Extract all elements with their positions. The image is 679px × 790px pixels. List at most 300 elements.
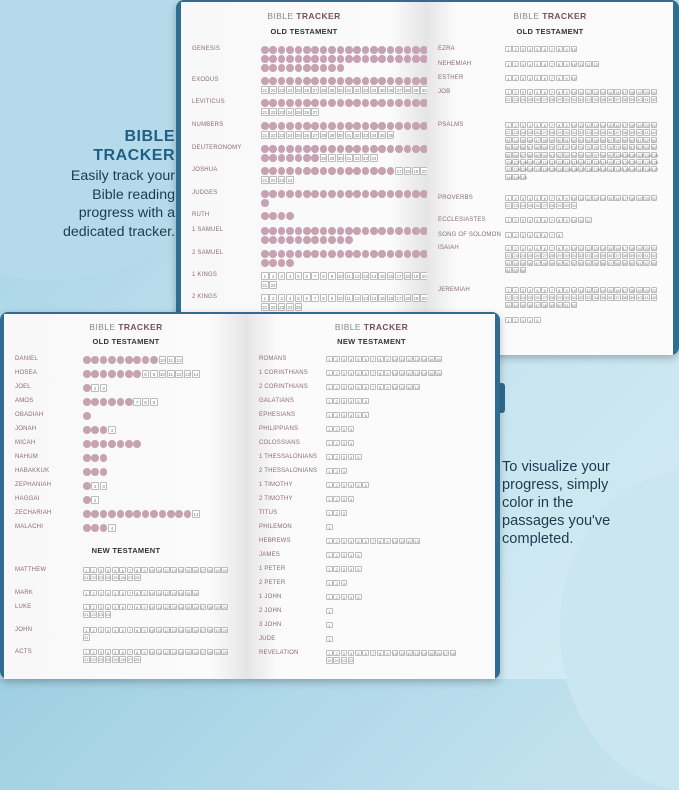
chapter-checkbox[interactable]: 1 (505, 46, 512, 52)
chapter-checkbox[interactable]: 50 (557, 260, 562, 266)
chapter-checkbox[interactable]: 13 (171, 568, 176, 573)
chapter-checkbox[interactable] (133, 510, 141, 518)
chapter-checkbox[interactable] (261, 259, 269, 267)
chapter-checkbox[interactable]: 18 (629, 123, 635, 128)
chapter-checkbox[interactable]: 1 (326, 622, 333, 628)
chapter-checkbox[interactable] (303, 167, 311, 175)
chapter-checkbox[interactable]: 56 (600, 137, 606, 143)
chapter-checkbox[interactable]: 19 (215, 628, 220, 633)
chapter-checkbox[interactable]: 16 (193, 568, 198, 573)
chapter-checkbox[interactable] (395, 227, 403, 235)
chapter-checkbox[interactable] (278, 122, 286, 130)
chapter-checkbox[interactable]: 3 (341, 384, 348, 390)
chapter-checkbox[interactable]: 20 (644, 196, 649, 201)
chapter-checkbox[interactable]: 63 (651, 260, 657, 266)
chapter-checkbox[interactable]: 14 (600, 288, 606, 293)
chapter-checkbox[interactable] (261, 55, 269, 63)
chapter-checkbox[interactable]: 5 (534, 245, 541, 251)
chapter-checkbox[interactable]: 8 (556, 217, 563, 223)
chapter-checkbox[interactable]: 3 (341, 566, 348, 572)
chapter-checkbox[interactable] (303, 77, 311, 85)
chapter-checkbox[interactable]: 13 (185, 372, 190, 377)
chapter-checkbox[interactable]: 24 (287, 304, 293, 310)
chapter-checkbox[interactable]: 19 (215, 605, 220, 610)
chapter-checkbox[interactable]: 12 (164, 591, 169, 596)
chapter-checkbox[interactable]: 16 (436, 371, 441, 376)
chapter-checkbox[interactable]: 2 (90, 627, 97, 633)
chapter-checkbox[interactable]: 86 (513, 152, 518, 158)
chapter-checkbox[interactable]: 39 (629, 130, 635, 136)
chapter-checkbox[interactable]: 3 (341, 650, 348, 656)
chapter-checkbox[interactable]: 11 (157, 591, 162, 596)
chapter-checkbox[interactable]: 6 (362, 650, 369, 656)
chapter-checkbox[interactable]: 112 (549, 159, 557, 165)
chapter-checkbox[interactable] (387, 122, 395, 130)
chapter-checkbox[interactable]: 10 (571, 288, 577, 293)
chapter-checkbox[interactable] (295, 190, 303, 198)
chapter-checkbox[interactable]: 5 (355, 552, 362, 558)
chapter-checkbox[interactable] (295, 77, 303, 85)
chapter-checkbox[interactable]: 17 (443, 651, 449, 656)
chapter-checkbox[interactable] (370, 46, 378, 54)
chapter-checkbox[interactable]: 15 (608, 288, 613, 293)
chapter-checkbox[interactable]: 40 (637, 130, 642, 136)
chapter-checkbox[interactable] (362, 46, 370, 54)
chapter-checkbox[interactable]: 8 (377, 356, 384, 362)
chapter-checkbox[interactable]: 20 (421, 296, 427, 301)
chapter-checkbox[interactable] (320, 77, 328, 85)
chapter-checkbox[interactable] (91, 524, 99, 532)
chapter-checkbox[interactable]: 91 (549, 152, 555, 158)
chapter-checkbox[interactable] (269, 77, 277, 85)
chapter-checkbox[interactable]: 98 (600, 152, 606, 158)
chapter-checkbox[interactable]: 41 (644, 130, 649, 136)
chapter-checkbox[interactable] (378, 99, 386, 107)
chapter-checkbox[interactable]: 22 (506, 203, 511, 209)
chapter-checkbox[interactable] (117, 370, 125, 378)
chapter-checkbox[interactable]: 12 (164, 605, 169, 610)
chapter-checkbox[interactable]: 46 (527, 260, 533, 266)
chapter-checkbox[interactable]: 1 (505, 245, 512, 251)
chapter-checkbox[interactable]: 3 (341, 356, 348, 362)
chapter-checkbox[interactable]: 1 (326, 636, 333, 642)
chapter-checkbox[interactable]: 13 (363, 296, 368, 301)
chapter-checkbox[interactable]: 4 (105, 649, 112, 655)
chapter-checkbox[interactable]: 1 (326, 454, 333, 460)
chapter-checkbox[interactable]: 7 (549, 245, 556, 251)
chapter-checkbox[interactable]: 3 (341, 398, 348, 404)
chapter-checkbox[interactable] (261, 145, 269, 153)
chapter-checkbox[interactable] (345, 236, 353, 244)
chapter-checkbox[interactable]: 1 (326, 524, 333, 530)
chapter-checkbox[interactable] (404, 55, 412, 63)
chapter-checkbox[interactable]: 50 (557, 137, 562, 143)
chapter-checkbox[interactable]: 100 (615, 152, 622, 158)
chapter-checkbox[interactable]: 76 (593, 145, 598, 151)
chapter-checkbox[interactable] (311, 167, 319, 175)
chapter-checkbox[interactable]: 5 (295, 272, 303, 280)
chapter-checkbox[interactable]: 7 (370, 370, 377, 376)
chapter-checkbox[interactable]: 5 (534, 61, 541, 67)
chapter-checkbox[interactable] (311, 64, 319, 72)
chapter-checkbox[interactable]: 2 (333, 482, 340, 488)
chapter-checkbox[interactable] (370, 190, 378, 198)
chapter-checkbox[interactable]: 27 (312, 132, 318, 138)
chapter-checkbox[interactable]: 3 (341, 594, 348, 600)
chapter-checkbox[interactable] (83, 370, 91, 378)
chapter-checkbox[interactable]: 83 (644, 145, 649, 151)
chapter-checkbox[interactable]: 23 (279, 177, 285, 183)
chapter-checkbox[interactable]: 2 (333, 468, 340, 474)
chapter-checkbox[interactable]: 137 (578, 167, 586, 173)
chapter-checkbox[interactable]: 42 (651, 253, 657, 259)
chapter-checkbox[interactable]: 10 (392, 371, 398, 376)
chapter-checkbox[interactable]: 16 (193, 650, 198, 655)
chapter-checkbox[interactable]: 19 (637, 123, 642, 128)
chapter-checkbox[interactable]: 36 (608, 253, 613, 259)
chapter-checkbox[interactable]: 29 (557, 253, 562, 259)
chapter-checkbox[interactable]: 12 (586, 123, 591, 128)
chapter-checkbox[interactable]: 8 (556, 75, 563, 81)
chapter-checkbox[interactable]: 17 (622, 196, 628, 201)
chapter-checkbox[interactable]: 115 (571, 159, 578, 165)
chapter-checkbox[interactable]: 45 (520, 302, 526, 308)
chapter-checkbox[interactable] (100, 356, 108, 364)
chapter-checkbox[interactable] (337, 46, 345, 54)
chapter-checkbox[interactable]: 88 (527, 152, 533, 158)
chapter-checkbox[interactable]: 13 (593, 288, 598, 293)
chapter-checkbox[interactable]: 12 (586, 246, 591, 251)
chapter-checkbox[interactable]: 10 (571, 47, 577, 52)
chapter-checkbox[interactable]: 43 (506, 137, 511, 143)
chapter-checkbox[interactable]: 1 (261, 294, 269, 302)
chapter-checkbox[interactable]: 124 (637, 159, 644, 165)
chapter-checkbox[interactable]: 18 (404, 169, 410, 174)
chapter-checkbox[interactable]: 1 (505, 61, 512, 67)
chapter-checkbox[interactable]: 21 (651, 196, 657, 201)
chapter-checkbox[interactable]: 5 (112, 649, 119, 655)
chapter-checkbox[interactable]: 5 (355, 566, 362, 572)
chapter-checkbox[interactable]: 23 (513, 253, 518, 259)
chapter-checkbox[interactable]: 7 (127, 590, 134, 596)
chapter-checkbox[interactable] (378, 77, 386, 85)
chapter-checkbox[interactable]: 10 (571, 76, 577, 81)
chapter-checkbox[interactable]: 61 (637, 260, 642, 266)
chapter-checkbox[interactable]: 4 (348, 594, 355, 600)
chapter-checkbox[interactable] (278, 236, 286, 244)
chapter-checkbox[interactable]: 1 (326, 426, 333, 432)
chapter-checkbox[interactable]: 6 (119, 649, 126, 655)
chapter-checkbox[interactable]: 58 (615, 260, 620, 266)
chapter-checkbox[interactable]: 31 (346, 155, 352, 161)
chapter-checkbox[interactable]: 33 (586, 97, 591, 103)
chapter-checkbox[interactable] (320, 167, 328, 175)
chapter-checkbox[interactable]: 3 (341, 412, 348, 418)
chapter-checkbox[interactable] (378, 55, 386, 63)
chapter-checkbox[interactable] (337, 167, 345, 175)
chapter-checkbox[interactable] (100, 454, 108, 462)
chapter-checkbox[interactable]: 13 (171, 628, 176, 633)
chapter-checkbox[interactable] (295, 227, 303, 235)
chapter-checkbox[interactable]: 21 (262, 87, 268, 93)
chapter-checkbox[interactable]: 7 (549, 232, 556, 238)
chapter-checkbox[interactable]: 23 (279, 132, 285, 138)
chapter-checkbox[interactable]: 5 (355, 650, 362, 656)
chapter-checkbox[interactable]: 40 (421, 87, 427, 93)
chapter-checkbox[interactable]: 7 (549, 287, 556, 293)
chapter-checkbox[interactable]: 6 (362, 482, 369, 488)
chapter-checkbox[interactable] (387, 46, 395, 54)
chapter-checkbox[interactable]: 27 (542, 97, 547, 103)
chapter-checkbox[interactable]: 13 (171, 591, 176, 596)
chapter-checkbox[interactable]: 30 (564, 130, 569, 136)
chapter-checkbox[interactable]: 8 (377, 538, 384, 544)
chapter-checkbox[interactable]: 8 (134, 649, 141, 655)
chapter-checkbox[interactable]: 28 (321, 155, 326, 161)
chapter-checkbox[interactable]: 6 (541, 122, 548, 128)
chapter-checkbox[interactable]: 18 (450, 651, 456, 656)
chapter-checkbox[interactable] (269, 154, 277, 162)
chapter-checkbox[interactable]: 31 (346, 132, 352, 138)
chapter-checkbox[interactable] (378, 145, 386, 153)
chapter-checkbox[interactable] (303, 46, 311, 54)
chapter-checkbox[interactable]: 10 (392, 357, 398, 362)
chapter-checkbox[interactable]: 25 (295, 304, 301, 310)
chapter-checkbox[interactable] (311, 77, 319, 85)
chapter-checkbox[interactable] (320, 55, 328, 63)
chapter-checkbox[interactable]: 2 (90, 649, 97, 655)
chapter-checkbox[interactable] (387, 99, 395, 107)
chapter-checkbox[interactable]: 4 (527, 46, 534, 52)
chapter-checkbox[interactable]: 23 (279, 87, 285, 93)
chapter-checkbox[interactable] (395, 55, 403, 63)
chapter-checkbox[interactable]: 9 (384, 356, 391, 362)
chapter-checkbox[interactable]: 78 (608, 145, 613, 151)
chapter-checkbox[interactable] (83, 454, 91, 462)
chapter-checkbox[interactable]: 16 (193, 628, 198, 633)
chapter-checkbox[interactable]: 1 (326, 608, 333, 614)
chapter-checkbox[interactable] (286, 167, 294, 175)
chapter-checkbox[interactable] (269, 250, 277, 258)
chapter-checkbox[interactable]: 5 (355, 384, 362, 390)
chapter-checkbox[interactable] (320, 46, 328, 54)
chapter-checkbox[interactable] (108, 356, 116, 364)
chapter-checkbox[interactable]: 15 (186, 605, 191, 610)
chapter-checkbox[interactable]: 109 (527, 159, 535, 165)
chapter-checkbox[interactable]: 7 (127, 627, 134, 633)
chapter-checkbox[interactable]: 30 (337, 155, 343, 161)
chapter-checkbox[interactable]: 2 (333, 552, 340, 558)
chapter-checkbox[interactable]: 6 (362, 538, 369, 544)
chapter-checkbox[interactable]: 21 (84, 657, 89, 663)
chapter-checkbox[interactable]: 11 (157, 650, 162, 655)
chapter-checkbox[interactable] (337, 64, 345, 72)
chapter-checkbox[interactable]: 35 (600, 130, 606, 136)
chapter-checkbox[interactable]: 24 (520, 203, 526, 209)
chapter-checkbox[interactable]: 17 (622, 90, 628, 95)
chapter-checkbox[interactable]: 27 (542, 203, 547, 209)
chapter-checkbox[interactable]: 29 (557, 295, 562, 301)
chapter-checkbox[interactable]: 102 (629, 152, 637, 158)
chapter-checkbox[interactable]: 35 (600, 253, 606, 259)
chapter-checkbox[interactable]: 21 (262, 177, 268, 183)
chapter-checkbox[interactable]: 22 (270, 282, 276, 288)
chapter-checkbox[interactable]: 2 (333, 538, 340, 544)
chapter-checkbox[interactable]: 11 (157, 568, 162, 573)
chapter-checkbox[interactable]: 11 (400, 539, 405, 544)
chapter-checkbox[interactable] (286, 64, 294, 72)
chapter-checkbox[interactable]: 24 (520, 295, 526, 301)
chapter-checkbox[interactable]: 16 (436, 651, 441, 656)
chapter-checkbox[interactable]: 6 (362, 370, 369, 376)
chapter-checkbox[interactable] (261, 46, 269, 54)
chapter-checkbox[interactable]: 28 (549, 253, 555, 259)
chapter-checkbox[interactable]: 33 (586, 295, 591, 301)
chapter-checkbox[interactable]: 35 (379, 87, 385, 93)
chapter-checkbox[interactable]: 18 (207, 650, 213, 655)
chapter-checkbox[interactable]: 13 (414, 385, 419, 390)
chapter-checkbox[interactable] (269, 236, 277, 244)
chapter-checkbox[interactable]: 3 (520, 287, 527, 293)
chapter-checkbox[interactable]: 116 (578, 159, 586, 165)
chapter-checkbox[interactable] (378, 190, 386, 198)
chapter-checkbox[interactable]: 18 (629, 246, 635, 251)
chapter-checkbox[interactable]: 4 (348, 356, 355, 362)
chapter-checkbox[interactable]: 20 (222, 605, 227, 610)
chapter-checkbox[interactable] (395, 122, 403, 130)
chapter-checkbox[interactable]: 21 (262, 132, 268, 138)
chapter-checkbox[interactable] (278, 259, 286, 267)
chapter-checkbox[interactable]: 9 (563, 46, 570, 52)
chapter-checkbox[interactable]: 44 (513, 260, 518, 266)
chapter-checkbox[interactable]: 1 (326, 538, 333, 544)
chapter-checkbox[interactable] (278, 99, 286, 107)
chapter-checkbox[interactable]: 14 (178, 605, 184, 610)
chapter-checkbox[interactable] (328, 55, 336, 63)
chapter-checkbox[interactable] (345, 190, 353, 198)
chapter-checkbox[interactable]: 3 (341, 370, 348, 376)
chapter-checkbox[interactable]: 36 (388, 87, 394, 93)
chapter-checkbox[interactable]: 24 (105, 575, 111, 581)
chapter-checkbox[interactable]: 12 (164, 628, 169, 633)
chapter-checkbox[interactable]: 2 (91, 482, 99, 490)
chapter-checkbox[interactable] (328, 190, 336, 198)
chapter-checkbox[interactable]: 23 (279, 109, 285, 115)
chapter-checkbox[interactable]: 2 (90, 567, 97, 573)
chapter-checkbox[interactable]: 4 (348, 384, 355, 390)
chapter-checkbox[interactable]: 19 (215, 650, 220, 655)
chapter-checkbox[interactable]: 17 (396, 296, 402, 301)
chapter-checkbox[interactable]: 19 (413, 296, 419, 301)
chapter-checkbox[interactable]: 5 (112, 627, 119, 633)
chapter-checkbox[interactable]: 22 (270, 177, 276, 183)
chapter-checkbox[interactable]: 119 (600, 159, 608, 165)
chapter-checkbox[interactable]: 27 (127, 575, 133, 581)
chapter-checkbox[interactable]: 11 (157, 605, 162, 610)
chapter-checkbox[interactable] (117, 510, 125, 518)
chapter-checkbox[interactable]: 7 (549, 195, 556, 201)
chapter-checkbox[interactable] (362, 250, 370, 258)
chapter-checkbox[interactable] (378, 250, 386, 258)
chapter-checkbox[interactable]: 52 (571, 260, 577, 266)
chapter-checkbox[interactable] (420, 227, 427, 235)
chapter-checkbox[interactable]: 14 (421, 371, 427, 376)
chapter-checkbox[interactable]: 39 (629, 97, 635, 103)
chapter-checkbox[interactable]: 3 (341, 538, 348, 544)
chapter-checkbox[interactable]: 2 (512, 61, 519, 67)
chapter-checkbox[interactable]: 21 (84, 635, 89, 641)
chapter-checkbox[interactable] (387, 250, 395, 258)
chapter-checkbox[interactable]: 48 (542, 260, 547, 266)
chapter-checkbox[interactable] (395, 145, 403, 153)
chapter-checkbox[interactable]: 24 (287, 109, 293, 115)
chapter-checkbox[interactable]: 7 (127, 649, 134, 655)
chapter-checkbox[interactable]: 5 (112, 604, 119, 610)
chapter-checkbox[interactable]: 66 (520, 145, 526, 151)
chapter-checkbox[interactable] (311, 99, 319, 107)
chapter-checkbox[interactable]: 53 (578, 137, 584, 143)
chapter-checkbox[interactable]: 133 (549, 167, 557, 173)
chapter-checkbox[interactable] (370, 77, 378, 85)
chapter-checkbox[interactable]: 1 (505, 232, 512, 238)
chapter-checkbox[interactable]: 58 (615, 137, 620, 143)
chapter-checkbox[interactable] (261, 99, 269, 107)
chapter-checkbox[interactable]: 80 (622, 145, 628, 151)
chapter-checkbox[interactable]: 5 (534, 287, 541, 293)
chapter-checkbox[interactable]: 1 (326, 594, 333, 600)
chapter-checkbox[interactable] (345, 55, 353, 63)
chapter-checkbox[interactable]: 34 (593, 295, 598, 301)
chapter-checkbox[interactable] (395, 99, 403, 107)
chapter-checkbox[interactable]: 23 (513, 97, 518, 103)
chapter-checkbox[interactable]: 10 (149, 628, 155, 633)
chapter-checkbox[interactable]: 97 (593, 152, 598, 158)
chapter-checkbox[interactable] (108, 440, 116, 448)
chapter-checkbox[interactable]: 12 (354, 296, 360, 301)
chapter-checkbox[interactable] (261, 212, 269, 220)
chapter-checkbox[interactable] (412, 250, 420, 258)
chapter-checkbox[interactable]: 11 (400, 371, 405, 376)
chapter-checkbox[interactable] (362, 145, 370, 153)
chapter-checkbox[interactable]: 32 (354, 155, 360, 161)
chapter-checkbox[interactable] (387, 227, 395, 235)
chapter-checkbox[interactable] (412, 122, 420, 130)
chapter-checkbox[interactable]: 25 (527, 295, 533, 301)
chapter-checkbox[interactable] (295, 46, 303, 54)
chapter-checkbox[interactable]: 10 (571, 90, 577, 95)
chapter-checkbox[interactable]: 15 (429, 371, 434, 376)
chapter-checkbox[interactable]: 4 (348, 412, 355, 418)
chapter-checkbox[interactable] (295, 99, 303, 107)
chapter-checkbox[interactable] (345, 77, 353, 85)
chapter-checkbox[interactable]: 16 (193, 605, 198, 610)
chapter-checkbox[interactable]: 6 (541, 217, 548, 223)
chapter-checkbox[interactable]: 129 (520, 167, 528, 173)
chapter-checkbox[interactable]: 3 (341, 580, 348, 586)
chapter-checkbox[interactable]: 6 (541, 232, 548, 238)
chapter-checkbox[interactable] (100, 524, 108, 532)
chapter-checkbox[interactable]: 2 (90, 604, 97, 610)
chapter-checkbox[interactable] (167, 510, 175, 518)
chapter-checkbox[interactable]: 22 (270, 87, 276, 93)
chapter-checkbox[interactable]: 10 (392, 385, 398, 390)
chapter-checkbox[interactable]: 134 (556, 167, 564, 173)
chapter-checkbox[interactable]: 55 (593, 137, 598, 143)
chapter-checkbox[interactable] (278, 77, 286, 85)
chapter-checkbox[interactable]: 6 (303, 294, 311, 302)
chapter-checkbox[interactable]: 20 (644, 90, 649, 95)
chapter-checkbox[interactable]: 130 (527, 167, 535, 173)
